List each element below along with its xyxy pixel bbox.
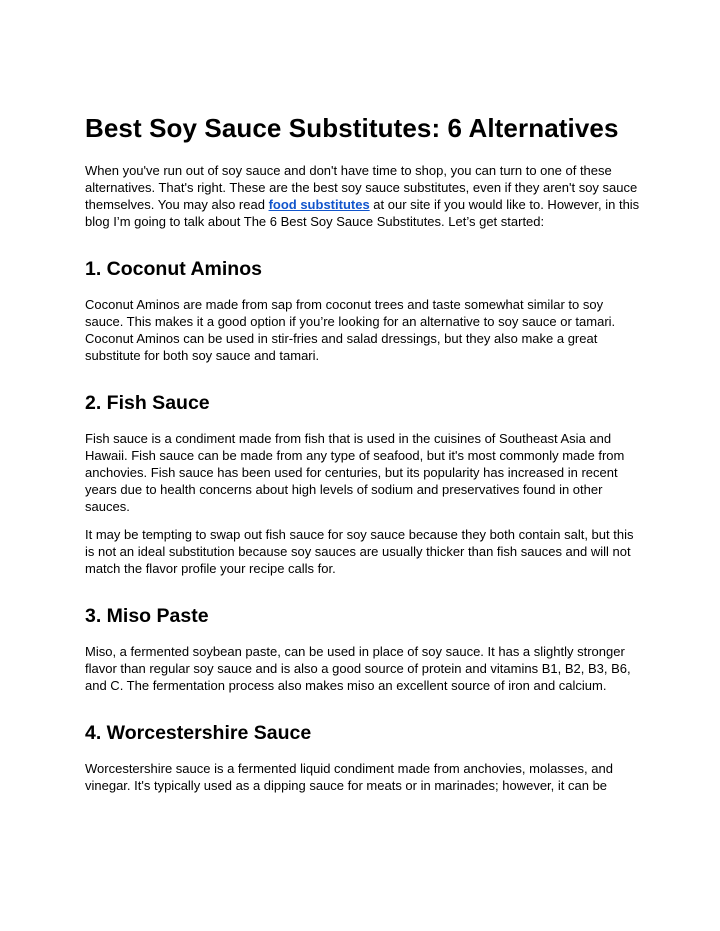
- section-worcestershire-sauce: [85, 721, 640, 794]
- page-title: Best Soy Sauce Substitutes: 6 Alternatives: [85, 113, 619, 143]
- section-paragraph: It may be tempting to swap out fish sauce for soy sauce because they both contain salt, but this is not an ideal substitution because soy sauces are usually thicker than fish sauces and will not match the flavor profile your recipe calls for.: [85, 527, 634, 576]
- section-coconut-aminos: [85, 257, 640, 364]
- section-fish-sauce: [85, 391, 640, 577]
- intro-text-after-link: at our site if you would like to. However, in this blog I’m going to talk about The 6 Best Soy Sauce Substitutes. Let’s get started:: [85, 197, 640, 229]
- food-substitutes-link[interactable]: food substitutes: [268, 197, 370, 212]
- section-paragraph: Fish sauce is a condiment made from fish that is used in the cuisines of Southeast Asia and Hawaii. Fish sauce can be made from any type of seafood, but it's most commonly made from anchovies. Fish sauce has been used for centuries, but its popularity has increased in recent years due to health concerns about high levels of sodium and preservatives found in other sauces.: [85, 431, 625, 514]
- section-paragraph: Miso, a fermented soybean paste, can be used in place of soy sauce. It has a slightly stronger flavor than regular soy sauce and is also a good source of protein and vitamins B1, B2, B3, B6, and C. The fermentation process also makes miso an excellent source of iron and calcium.: [85, 644, 631, 693]
- document-page: [85, 112, 640, 794]
- section-heading: 2. Fish Sauce: [85, 392, 210, 414]
- section-heading: 3. Miso Paste: [85, 605, 209, 627]
- section-heading: 4. Worcestershire Sauce: [85, 722, 312, 744]
- intro-paragraph: [85, 162, 640, 230]
- section-paragraph: Worcestershire sauce is a fermented liquid condiment made from anchovies, molasses, and vinegar. It's typically used as a dipping sauce for meats or in marinades; however, it can be: [85, 761, 613, 793]
- intro-text-before-link: When you've run out of soy sauce and don't have time to shop, you can turn to one of these alternatives. That's right. These are the best soy sauce substitutes, even if they aren't soy sauce themselves. You may also read: [85, 163, 638, 212]
- section-heading: 1. Coconut Aminos: [85, 258, 262, 280]
- section-paragraph: Coconut Aminos are made from sap from coconut trees and taste somewhat similar to soy sauce. This makes it a good option if you’re looking for an alternative to soy sauce or tamari. Coconut Aminos can be used in stir-fries and salad dressings, but they also make a great substitute for both soy sauce and tamari.: [85, 297, 616, 363]
- section-miso-paste: [85, 604, 640, 694]
